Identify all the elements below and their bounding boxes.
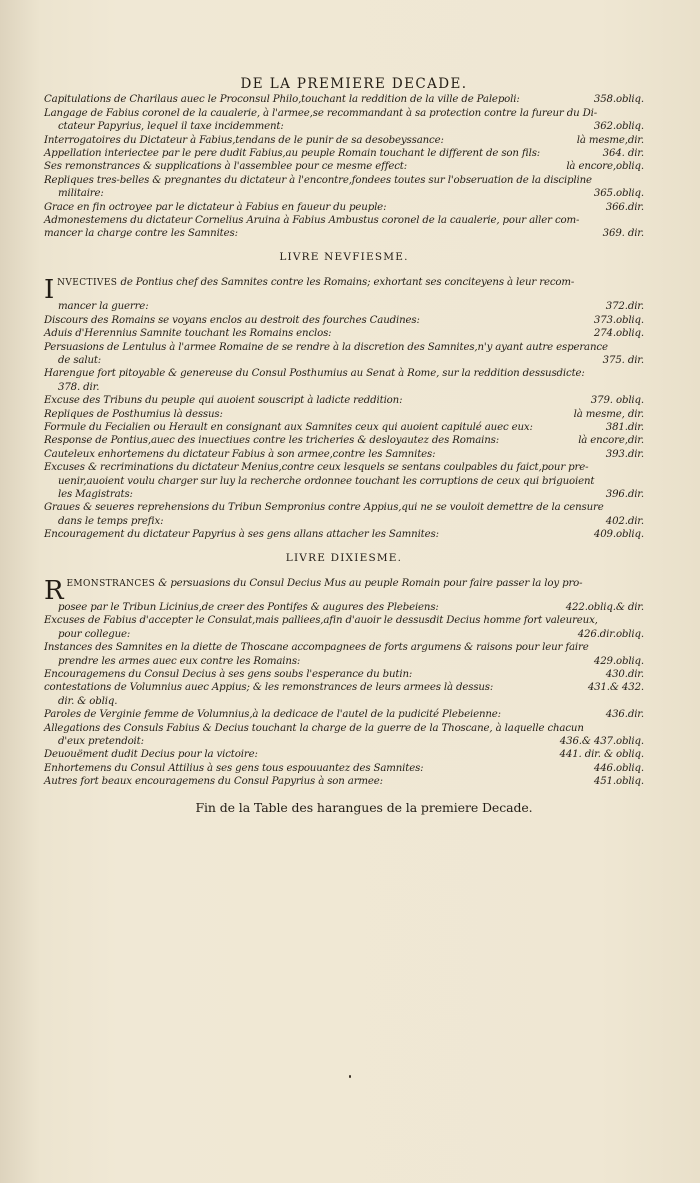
entries-top xyxy=(44,93,644,240)
print-mark xyxy=(349,1075,351,1078)
index-entry xyxy=(44,275,644,306)
section-title-livre-9: LIVRE NEVFIESME. xyxy=(279,250,409,263)
entry-text: Persuasions de Lentulus à l'armee Romaine de se rendre à la discretion des Samnites,n'y ayant autre esperance xyxy=(44,341,608,353)
entry-page-ref: 364. dir. xyxy=(602,148,644,160)
entries-livre-10 xyxy=(44,577,644,789)
entry-text: Appellation interiectee par le pere dudit Fabius,au peuple Romain touchant le different de son fils: xyxy=(44,148,541,160)
index-entry xyxy=(44,748,644,761)
index-entry xyxy=(44,341,644,354)
index-entry xyxy=(44,354,644,367)
index-entry xyxy=(44,421,644,434)
index-entry xyxy=(44,300,644,313)
entry-text: Langage de Fabius coronel de la caualerie, à l'armee,se recommandant à sa protection contre la fureur du Di- xyxy=(44,107,597,119)
entry-text: Paroles de Verginie femme de Volumnius,à la dedicace de l'autel de la pudicité Plebeienne: xyxy=(44,709,501,721)
entry-page-ref: 430.dir. xyxy=(605,669,644,681)
index-entry xyxy=(44,408,644,421)
index-entry xyxy=(44,434,644,447)
entry-text: Admonestemens du dictateur Cornelius Aruina à Fabius Ambustus coronel de la caualerie, pour aller com- xyxy=(44,215,580,227)
entry-text: Allegations des Consuls Fabius & Decius touchant la charge de la guerre de la Thoscane, à laquelle chacun xyxy=(44,722,584,734)
entry-page-ref: 402.dir. xyxy=(605,515,644,527)
entry-text: d'eux pretendoit: xyxy=(58,736,144,748)
entry-page-ref: 396.dir. xyxy=(605,488,644,500)
lead-word: EMONSTRANCES xyxy=(66,579,156,589)
entry-page-ref: 436.& 437.obliq. xyxy=(559,736,644,748)
index-entry xyxy=(44,762,644,775)
entry-text: de salut: xyxy=(58,354,102,366)
entry-page-ref: 372.dir. xyxy=(605,301,644,313)
entry-text: 378. dir. xyxy=(58,381,100,393)
index-entry xyxy=(44,708,644,721)
entry-text: Graues & seueres reprehensions du Tribun Sempronius contre Appius,qui ne se vouloit demettre de la censure xyxy=(44,502,604,514)
entry-page-ref: 451.obliq. xyxy=(593,776,644,788)
entry-text: Interrogatoires du Dictateur à Fabius,tendans de le punir de sa desobeyssance: xyxy=(44,134,444,146)
index-entry xyxy=(44,201,644,214)
index-entry xyxy=(44,628,644,641)
index-entry xyxy=(44,448,644,461)
entry-page-ref: là mesme,dir. xyxy=(576,134,644,146)
entry-text: Grace en fin octroyee par le dictateur à Fabius en faueur du peuple: xyxy=(44,201,387,213)
index-entry xyxy=(44,695,644,708)
index-entry xyxy=(44,327,644,340)
entry-text: pour collegue: xyxy=(58,628,131,640)
entry-text: Repliques tres-belles & pregnantes du dictateur à l'encontre,fondees toutes sur l'obseruation de la discipline xyxy=(44,174,592,186)
entry-text: Formule du Fecialien ou Herault en consignant aux Samnites ceux qui auoient capitulé auec eux: xyxy=(44,421,533,433)
entry-text: & persuasions du Consul Decius Mus au peuple Romain pour faire passer la loy pro- xyxy=(155,578,583,589)
index-entry xyxy=(44,160,644,173)
index-entry xyxy=(44,187,644,200)
entry-page-ref: 393.dir. xyxy=(605,448,644,460)
index-entry xyxy=(44,501,644,514)
entry-text: les Magistrats: xyxy=(58,488,133,500)
entry-page-ref: 446.obliq. xyxy=(593,762,644,774)
entry-text: Aduis d'Herennius Samnite touchant les Romains enclos: xyxy=(44,328,332,340)
index-content xyxy=(44,78,644,814)
index-entry xyxy=(44,722,644,735)
entry-text: Capitulations de Charilaus auec le Proconsul Philo,touchant la reddition de la ville de Palepoli: xyxy=(44,94,520,106)
entry-text: ctateur Papyrius, lequel il taxe incidemment: xyxy=(58,121,284,133)
entry-text: uenir,auoient voulu charger sur luy la recherche ordonnee touchant les corruptions de ceux qui briguoient xyxy=(58,475,595,487)
index-entry xyxy=(44,367,644,380)
entry-text: Repliques de Posthumius là dessus: xyxy=(44,408,223,420)
entry-text: Response de Pontius,auec des inuectiues contre les tricheries & desloyautez des Romains: xyxy=(44,435,500,447)
entry-page-ref: 362.obliq. xyxy=(593,121,644,133)
index-entry xyxy=(44,681,644,694)
closing-line: Fin de la Table des harangues de la premiere Decade. xyxy=(195,799,533,815)
index-entry xyxy=(44,528,644,541)
entry-text: dans le temps prefix: xyxy=(58,515,164,527)
entry-text: Ses remonstrances & supplications à l'assemblee pour ce mesme effect: xyxy=(44,161,407,173)
lead-word: NVECTIVES xyxy=(57,278,118,289)
entry-text: Deuouëment dudit Decius pour la victoire: xyxy=(44,749,258,761)
drop-cap: I xyxy=(44,275,55,306)
index-entry xyxy=(44,227,644,240)
entry-text: Autres fort beaux encouragemens du Consul Papyrius à son armee: xyxy=(44,776,383,788)
index-entry xyxy=(44,107,644,120)
index-entry xyxy=(44,655,644,668)
page-header: DE LA PREMIERE DECADE. xyxy=(240,76,468,92)
index-entry xyxy=(44,120,644,133)
entry-page-ref: 381.dir. xyxy=(605,421,644,433)
entry-page-ref: 409.obliq. xyxy=(593,529,644,541)
section-title-livre-10: LIVRE DIXIESME. xyxy=(285,551,403,564)
entry-text: Instances des Samnites en la diette de Thoscane accompagnees de forts argumens & raisons pour leur faire xyxy=(44,642,589,654)
entry-text: Enhortemens du Consul Attilius à ses gens tous espouuantez des Samnites: xyxy=(44,762,424,774)
entry-page-ref: 429.obliq. xyxy=(593,655,644,667)
index-entry xyxy=(44,601,644,614)
entry-text: Excuses de Fabius d'accepter le Consulat,mais palliees,afin d'auoir le dessusdit Decius homme fort valeureux, xyxy=(44,615,598,627)
entry-page-ref: là encore,dir. xyxy=(578,435,644,447)
entry-page-ref: 422.obliq.& dir. xyxy=(565,602,644,613)
entry-page-ref: 431.& 432. xyxy=(587,682,644,694)
entry-page-ref: 366.dir. xyxy=(605,201,644,213)
index-entry xyxy=(44,475,644,488)
index-entry xyxy=(44,488,644,501)
entry-text: dir. & obliq. xyxy=(58,695,118,707)
entry-text: mancer la guerre: xyxy=(58,301,149,313)
entry-page-ref: là encore,obliq. xyxy=(566,161,644,173)
index-entry xyxy=(44,775,644,788)
index-entry xyxy=(44,93,644,106)
index-entry xyxy=(44,214,644,227)
entry-text: Excuse des Tribuns du peuple qui auoient souscript à ladicte reddition: xyxy=(44,395,403,407)
entry-text: Discours des Romains se voyans enclos au destroit des fourches Caudines: xyxy=(44,314,420,326)
entry-text: mancer la charge contre les Samnites: xyxy=(44,228,238,240)
entries-livre-9 xyxy=(44,276,644,541)
index-entry xyxy=(44,134,644,147)
entry-text: contestations de Volumnius auec Appius; & les remonstrances de leurs armees là dessus: xyxy=(44,682,494,694)
entry-page-ref: 375. dir. xyxy=(602,354,644,366)
entry-text: Harengue fort pitoyable & genereuse du Consul Posthumius au Senat à Rome, sur la reddition dessusdicte: xyxy=(44,368,585,380)
entry-page-ref: 358.obliq. xyxy=(593,94,644,106)
index-entry xyxy=(44,381,644,394)
entry-text: posee par le Tribun Licinius,de creer des Pontifes & augures des Plebeiens: xyxy=(58,602,439,613)
index-entry xyxy=(44,461,644,474)
entry-text: Cauteleux enhortemens du dictateur Fabius à son armee,contre les Samnites: xyxy=(44,448,436,460)
entry-page-ref: 369. dir. xyxy=(602,228,644,240)
index-entry xyxy=(44,515,644,528)
entry-page-ref: 379. obliq. xyxy=(590,395,644,407)
entry-page-ref: 274.obliq. xyxy=(593,328,644,340)
entry-text: Excuses & recriminations du dictateur Menius,contre ceux lesquels se sentans coulpables du faict,pour pre- xyxy=(44,462,589,474)
index-entry xyxy=(44,576,644,606)
entry-text: de Pontius chef des Samnites contre les Romains; exhortant ses conciteyens à leur recom- xyxy=(117,277,575,289)
entry-page-ref: 373.obliq. xyxy=(593,314,644,326)
index-entry xyxy=(44,394,644,407)
entry-text: militaire: xyxy=(58,188,104,200)
index-entry xyxy=(44,314,644,327)
entry-page-ref: 441. dir. & obliq. xyxy=(559,749,644,761)
entry-page-ref: 426.dir.obliq. xyxy=(577,628,644,640)
index-entry xyxy=(44,735,644,748)
index-entry xyxy=(44,614,644,627)
index-entry xyxy=(44,174,644,187)
entry-text: Encouragement du dictateur Papyrius à ses gens allans attacher les Samnites: xyxy=(44,529,439,541)
entry-text: Encouragemens du Consul Decius à ses gens soubs l'esperance du butin: xyxy=(44,669,413,681)
entry-page-ref: 436.dir. xyxy=(605,709,644,721)
index-entry xyxy=(44,668,644,681)
index-entry xyxy=(44,147,644,160)
drop-cap: R xyxy=(44,576,64,606)
entry-page-ref: là mesme, dir. xyxy=(573,408,644,420)
entry-page-ref: 365.obliq. xyxy=(593,188,644,200)
entry-text: prendre les armes auec eux contre les Romains: xyxy=(58,655,301,667)
index-entry xyxy=(44,641,644,654)
